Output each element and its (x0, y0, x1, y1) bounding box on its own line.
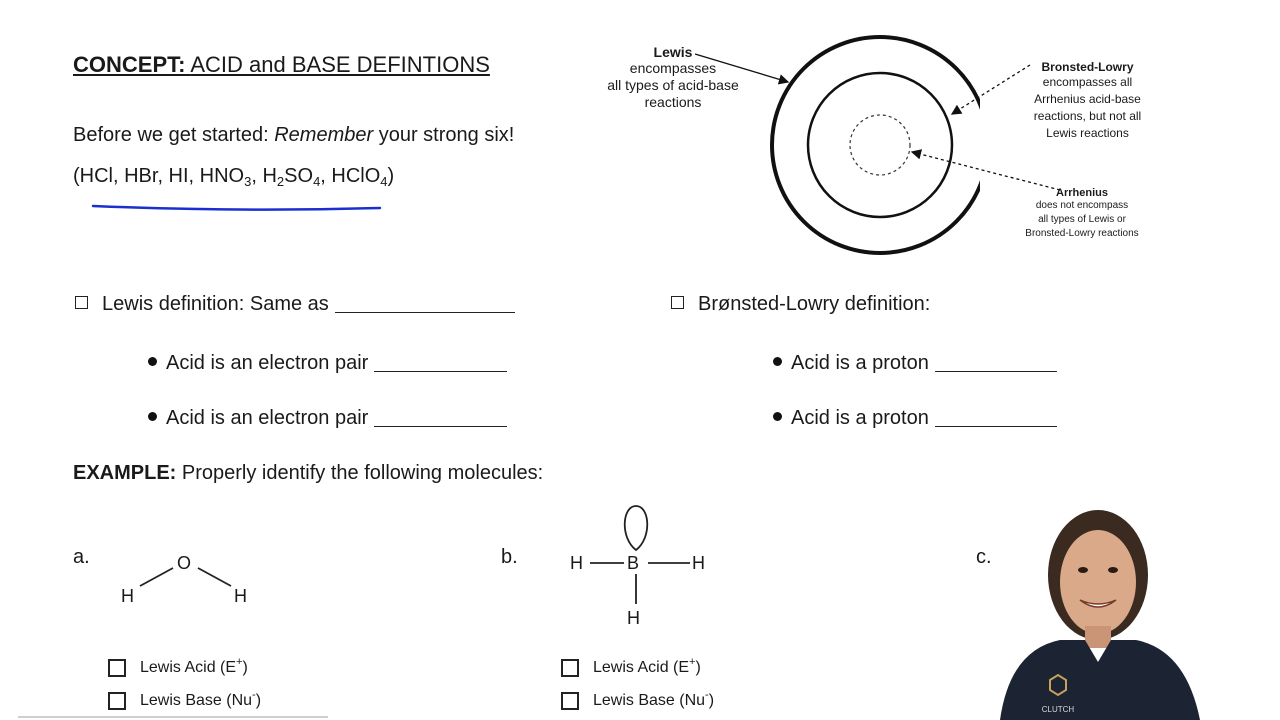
bullet-icon (773, 357, 782, 366)
option-lewis-acid-b[interactable]: Lewis Acid (E+) (561, 656, 701, 677)
atom-h: H (570, 553, 583, 573)
answer-blank (374, 353, 507, 372)
bullet-icon (148, 357, 157, 366)
lewis-bullet-1: Acid is an electron pair (148, 352, 507, 375)
presenter-video (990, 500, 1225, 720)
lewis-diagram-label: Lewis encompasses all types of acid-base reactions (607, 44, 739, 110)
example-b-label: b. (501, 546, 518, 568)
page-title (73, 52, 490, 78)
arrhenius-diagram-label: Arrhenius does not encompass all types of Lewis or Bronsted-Lowry reactions (1025, 187, 1139, 239)
divider (18, 716, 328, 718)
bronsted-diagram-label: Bronsted-Lowry encompasses all Arrhenius acid-base reactions, but not all Lewis reactions (1033, 60, 1142, 140)
bronsted-bullet-1: Acid is a proton (773, 352, 1057, 375)
bronsted-definition: Brønsted-Lowry definition: (671, 293, 930, 316)
atom-o: O (177, 553, 192, 573)
shirt-logo-text: CLUTCH (1041, 705, 1075, 714)
strong-acids-list: (HCl, HBr, HI, $HNO_3$, $H_2SO_4$, HClO$_4$) (73, 165, 395, 189)
checkbox-icon (671, 296, 684, 309)
answer-blank (335, 294, 515, 313)
answer-blank (935, 353, 1057, 372)
intro-line: Before we get started: Remember your strong six! (73, 124, 515, 146)
checkbox[interactable] (108, 659, 126, 677)
empty-orbital-icon (625, 506, 648, 550)
example-c-label: c. (976, 546, 992, 568)
atom-h: H (692, 553, 705, 573)
atom-h: H (627, 608, 640, 628)
bullet-icon (773, 412, 782, 421)
concept-label: CONCEPT: (73, 52, 186, 77)
bullet-icon (148, 412, 157, 421)
answer-blank (374, 408, 507, 427)
example-a-label: a. (73, 546, 90, 568)
lewis-bullet-2: Acid is an electron pair (148, 407, 507, 430)
answer-blank (935, 408, 1057, 427)
bronsted-bullet-2: Acid is a proton (773, 407, 1057, 430)
option-lewis-acid-a[interactable]: Lewis Acid (E+) (108, 656, 248, 677)
option-lewis-base-a[interactable]: Lewis Base (Nu-) (108, 689, 261, 710)
atom-h: H (121, 586, 134, 606)
checkbox[interactable] (561, 692, 579, 710)
atom-h: H (234, 586, 247, 606)
example-heading: EXAMPLE: Properly identify the following molecules: (73, 462, 544, 484)
checkbox[interactable] (108, 692, 126, 710)
lewis-definition: Lewis definition: Same as (75, 293, 515, 316)
option-lewis-base-b[interactable]: Lewis Base (Nu-) (561, 689, 714, 710)
checkbox[interactable] (561, 659, 579, 677)
checkbox-icon (75, 296, 88, 309)
concept-title: ACID and BASE DEFINTIONS (190, 52, 490, 77)
atom-b: B (627, 553, 640, 573)
handwritten-underline (88, 198, 388, 218)
